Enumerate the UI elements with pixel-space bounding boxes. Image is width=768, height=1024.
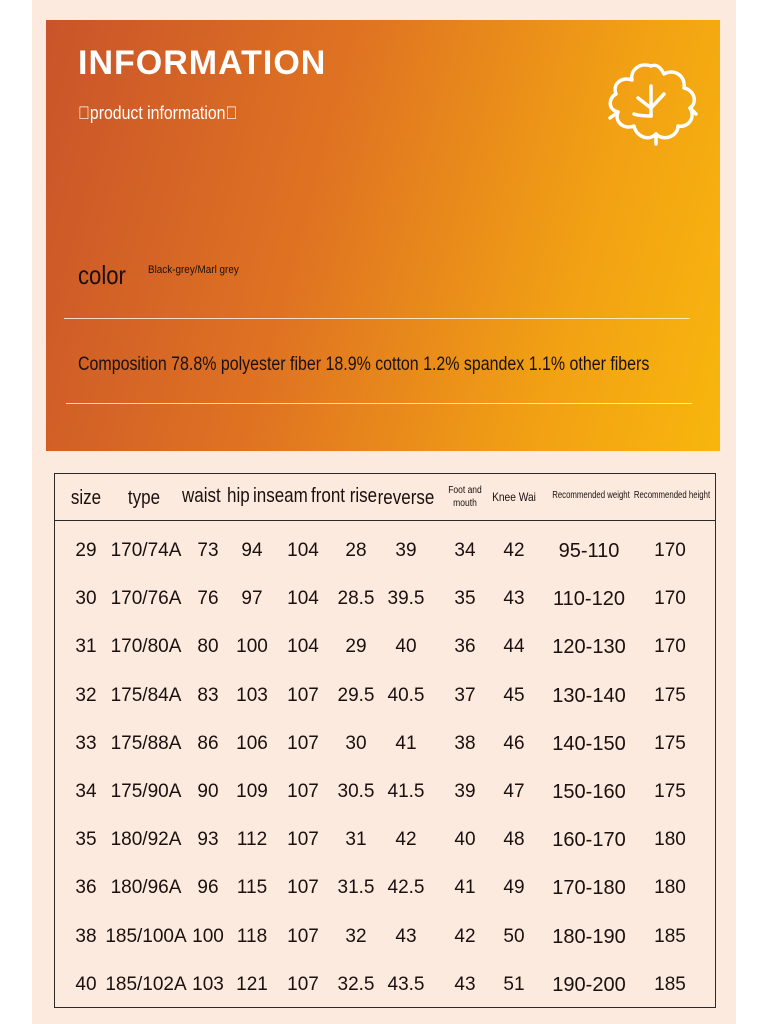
- table-cell: 104: [287, 636, 319, 658]
- table-cell: 38: [75, 925, 97, 947]
- table-cell: 39: [454, 781, 476, 802]
- table-header-cell: waist: [182, 485, 221, 507]
- table-header-cell: type: [127, 487, 161, 509]
- table-cell: 34: [454, 540, 476, 561]
- table-cell: 31: [345, 829, 367, 851]
- table-cell: 40: [454, 829, 476, 851]
- table-cell: 32: [345, 925, 367, 947]
- table-cell: 109: [236, 781, 268, 802]
- table-cell: 30.5: [337, 781, 375, 802]
- table-cell: 170: [654, 540, 686, 561]
- table-cell: 150-160: [552, 781, 626, 803]
- table-cell: 93: [197, 829, 219, 851]
- table-cell: 180/96A: [110, 877, 182, 899]
- table-cell: 86: [197, 732, 219, 754]
- table-cell: 83: [197, 684, 219, 706]
- table-cell: 100: [236, 636, 268, 658]
- table-cell: 96: [197, 877, 219, 899]
- table-cell: 90: [197, 781, 219, 802]
- table-cell: 107: [287, 732, 319, 754]
- table-cell: 160-170: [552, 829, 626, 852]
- table-cell: 28.5: [337, 588, 375, 610]
- composition-text: Composition 78.8% polyester fiber 18.9% cotton 1.2% spandex 1.1% other fibers: [78, 354, 650, 375]
- table-cell: 180-190: [552, 925, 626, 948]
- table-cell: 29: [75, 540, 97, 561]
- table-cell: 130-140: [552, 684, 626, 707]
- table-cell: 46: [503, 732, 525, 754]
- table-cell: 100: [192, 925, 224, 947]
- table-cell: 40: [395, 636, 417, 658]
- divider-line: [64, 318, 690, 319]
- table-cell: 110-120: [553, 588, 625, 611]
- table-cell: 112: [236, 829, 268, 851]
- table-cell: 28: [345, 540, 367, 561]
- table-cell: 118: [236, 925, 268, 947]
- table-cell: 43: [395, 925, 417, 947]
- table-cell: 170/76A: [110, 588, 182, 610]
- table-cell: 43.5: [387, 973, 425, 995]
- table-cell: 36: [75, 877, 97, 899]
- info-subtitle:  product information : [78, 103, 238, 123]
- table-cell: 43: [503, 588, 525, 610]
- table-cell: 38: [454, 732, 476, 754]
- table-cell: 30: [75, 588, 97, 610]
- table-cell: 170/80A: [110, 636, 182, 658]
- table-cell: 35: [75, 829, 97, 851]
- table-cell: 140-150: [552, 732, 626, 755]
- table-header-cell: hip: [227, 485, 250, 507]
- divider-line: [66, 403, 692, 404]
- table-cell: 39.5: [387, 588, 425, 610]
- table-cell: 107: [287, 925, 319, 947]
- table-cell: 107: [287, 829, 319, 851]
- table-cell: 49: [503, 877, 525, 899]
- table-header-cell: inseam: [253, 485, 308, 507]
- table-cell: 175/90A: [110, 781, 182, 802]
- table-cell: 42: [454, 925, 476, 947]
- table-cell: 175: [654, 732, 686, 754]
- table-cell: 47: [503, 781, 525, 802]
- table-cell: 36: [454, 636, 476, 658]
- table-cell: 50: [503, 925, 525, 947]
- table-cell: 39: [395, 540, 417, 561]
- table-cell: 30: [345, 732, 367, 754]
- info-title: INFORMATION: [78, 44, 327, 82]
- table-cell: 175: [654, 684, 686, 706]
- table-cell: 185/102A: [105, 973, 187, 995]
- table-header-cell: Recommended height: [633, 490, 711, 501]
- table-cell: 80: [197, 636, 219, 658]
- table-header-cell: size: [70, 487, 102, 509]
- table-cell: 37: [454, 684, 476, 706]
- table-cell: 106: [236, 732, 268, 754]
- table-cell: 97: [241, 588, 263, 610]
- table-cell: 31.5: [337, 877, 375, 899]
- table-cell: 35: [454, 588, 476, 610]
- table-cell: 190-200: [552, 973, 626, 996]
- table-cell: 43: [454, 973, 476, 995]
- table-header-cell: front rise: [311, 485, 378, 507]
- table-cell: 175/88A: [110, 732, 182, 754]
- table-cell: 121: [236, 973, 268, 995]
- table-cell: 175/84A: [110, 684, 182, 706]
- table-cell: 180/92A: [110, 829, 182, 851]
- table-cell: 95-110: [558, 540, 620, 562]
- color-value: Black-grey/Marl grey: [148, 264, 239, 276]
- table-cell: 185: [654, 973, 686, 995]
- table-cell: 29: [345, 636, 367, 658]
- table-cell: 45: [503, 684, 525, 706]
- table-header-cell: Recommended weight: [552, 490, 630, 501]
- table-cell: 48: [503, 829, 525, 851]
- table-cell: 185: [654, 925, 686, 947]
- table-cell: 180: [654, 877, 686, 899]
- table-cell: 34: [75, 781, 97, 802]
- table-cell: 29.5: [337, 684, 375, 706]
- table-cell: 170-180: [552, 877, 626, 900]
- table-cell: 31: [75, 636, 97, 658]
- table-cell: 32: [75, 684, 97, 706]
- table-cell: 115: [236, 877, 268, 899]
- table-cell: 170/74A: [110, 540, 182, 561]
- table-cell: 42: [503, 540, 525, 561]
- table-cell: 103: [236, 684, 268, 706]
- table-cell: 107: [287, 877, 319, 899]
- table-cell: 120-130: [552, 636, 626, 659]
- table-cell: 104: [287, 540, 319, 561]
- table-cell: 41: [395, 732, 417, 754]
- table-header-cell: Foot and mouth: [448, 485, 482, 509]
- table-cell: 170: [654, 636, 686, 658]
- table-cell: 41: [454, 877, 476, 899]
- table-cell: 33: [75, 732, 97, 754]
- table-cell: 42.5: [387, 877, 425, 899]
- table-cell: 104: [287, 588, 319, 610]
- table-cell: 44: [503, 636, 525, 658]
- table-cell: 32.5: [337, 973, 375, 995]
- table-cell: 73: [197, 540, 219, 561]
- color-label: color: [78, 260, 126, 290]
- table-cell: 107: [287, 973, 319, 995]
- table-cell: 51: [503, 973, 525, 995]
- table-header-cell: reverse: [377, 487, 435, 509]
- table-cell: 76: [197, 588, 219, 610]
- table-header-cell: Knee Wai: [492, 490, 536, 504]
- table-cell: 42: [395, 829, 417, 851]
- table-cell: 41.5: [387, 781, 425, 802]
- table-cell: 94: [241, 540, 263, 561]
- table-cell: 107: [287, 781, 319, 802]
- table-cell: 180: [654, 829, 686, 851]
- table-cell: 185/100A: [105, 925, 187, 947]
- table-cell: 107: [287, 684, 319, 706]
- table-cell: 40: [75, 973, 97, 995]
- table-cell: 170: [654, 588, 686, 610]
- table-cell: 103: [192, 973, 224, 995]
- table-cell: 40.5: [387, 684, 425, 706]
- table-cell: 175: [654, 781, 686, 802]
- table-header-divider: [54, 520, 716, 521]
- cotton-icon: [604, 58, 698, 148]
